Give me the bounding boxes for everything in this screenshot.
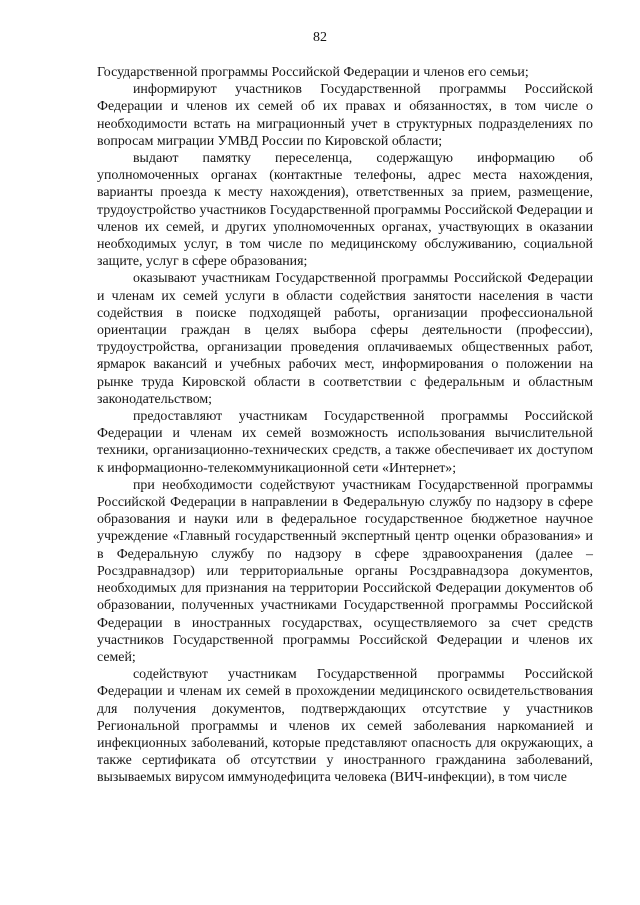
paragraph-3: выдают памятку переселенца, содержащую информацию об уполномоченных органах (контактные телефоны, адрес места нахождения, варианты проезда к месту нахождения), ответственных за прием, размещение, трудоустройство участников Государственной программы Российской Федерации и членов их семей, и других уполномоченных органах, участвующих в оказании необходимых услуг, в том числе по медицинскому обслуживанию, социальной защите, услуг в сфере образования; bbox=[97, 151, 593, 270]
paragraph-1: Государственной программы Российской Федерации и членов его семьи; bbox=[97, 65, 529, 80]
page-number: 82 bbox=[313, 30, 327, 45]
paragraph-7: содействуют участникам Государственной программы Российской Федерации и членам их семей в прохождении медицинского освидетельствования для получения документов, подтверждающих отсутствие у участников Региональной программы и членов их семей заболевания наркоманией и инфекционных заболеваний, которые представляют опасность для окружающих, а также сертификата об отсутствии у иностранного гражданина заболеваний, вызываемых вирусом иммунодефицита человека (ВИЧ-инфекции), в том числе bbox=[97, 667, 593, 786]
document-body bbox=[97, 64, 593, 787]
paragraph-4: оказывают участникам Государственной программы Российской Федерации и членам их семей услуги в области содействия занятости населения в части содействия в поиске подходящей работы, организации профессиональной ориентации граждан в целях выбора сферы деятельности (профессии), трудоустройства, организации проведения оплачиваемых общественных работ, ярмарок вакансий и учебных рабочих мест, информирования о положении на рынке труда Кировской области в соответствии с федеральным и областным законодательством; bbox=[97, 271, 593, 407]
paragraph-2: информируют участников Государственной программы Российской Федерации и членов их семей об их правах и обязанностях, в том числе о необходимости встать на миграционный учет в структурных подразделениях по вопросам миграции УМВД России по Кировской области; bbox=[97, 82, 593, 149]
paragraph-6: при необходимости содействуют участникам Государственной программы Российской Федерации в направлении в Федеральную службу по надзору в сфере образования и науки или в федеральное государственное бюджетное научное учреждение «Главный государственный экспертный центр оценки образования» и в Федеральную службу по надзору в сфере здравоохранения (далее – Росздравнадзор) или территориальные органы Росздравнадзора документов, необходимых для признания на территории Российской Федерации документов об образовании, полученных участниками Государственной программы Российской Федерации в иностранных государствах, осуществляемого за счет средств участников Государственной программы Российской Федерации и членов их семей; bbox=[97, 477, 593, 665]
paragraph-5: предоставляют участникам Государственной программы Российской Федерации и членам их семей возможность использования вычислительной техники, организационно-технических средств, а также обеспечивает их доступом к информационно-телекоммуникационной сети «Интернет»; bbox=[97, 409, 593, 476]
